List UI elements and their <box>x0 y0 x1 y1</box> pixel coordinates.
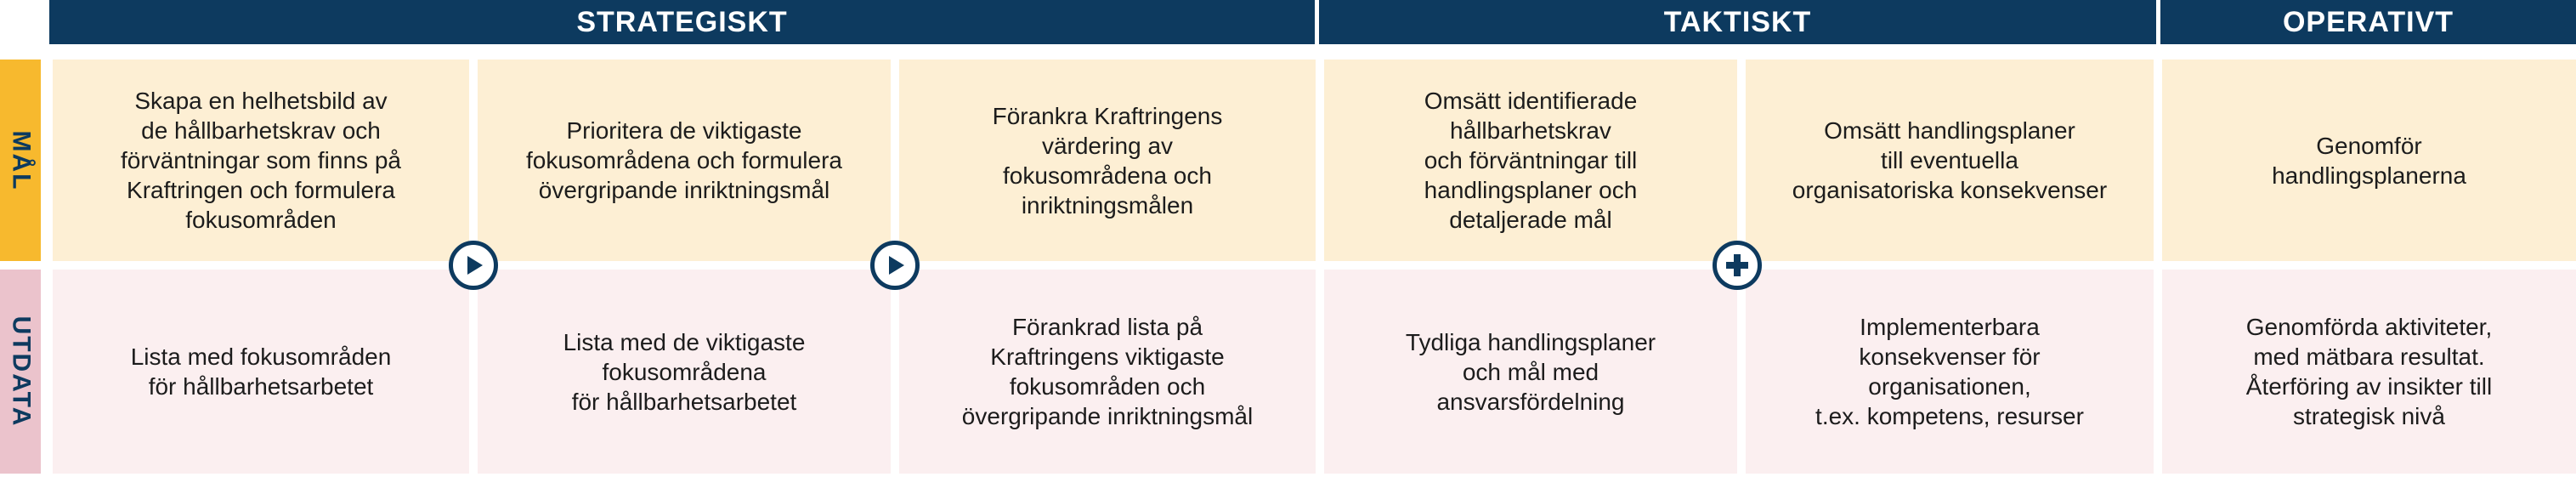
play-icon <box>882 253 908 278</box>
row-label-mal <box>0 60 41 261</box>
mal-cell-6: Genomför handlingsplanerna <box>2162 60 2576 261</box>
plus-icon <box>1724 252 1751 279</box>
connector-3 <box>1713 241 1762 290</box>
row-label-utdata <box>0 270 41 474</box>
mal-cell-4: Omsätt identifierade hållbarhetskrav och förväntningar till handlingsplaner och detaljerade mål <box>1324 60 1737 261</box>
header-strategiskt-label: STRATEGISKT <box>576 5 788 38</box>
header-operativt-label: OPERATIVT <box>2282 5 2454 38</box>
header-operativt <box>2160 0 2576 44</box>
connector-2 <box>870 241 920 290</box>
utdata-cell-4: Tydliga handlingsplaner och mål med ansvarsfördelning <box>1324 270 1737 474</box>
header-taktiskt <box>1319 0 2156 44</box>
header-taktiskt-label: TAKTISKT <box>1663 5 1812 38</box>
mal-cell-1: Skapa en helhetsbild av de hållbarhetskrav och förväntningar som finns på Kraftringen och formulera fokusområden <box>53 60 469 261</box>
mal-cell-3: Förankra Kraftringens värdering av fokusområdena och inriktningsmålen <box>899 60 1316 261</box>
mal-cell-5: Omsätt handlingsplaner till eventuella organisatoriska konsekvenser <box>1746 60 2154 261</box>
header-strategiskt <box>49 0 1315 44</box>
mal-cell-2: Prioritera de viktigaste fokusområdena och formulera övergripande inriktningsmål <box>478 60 891 261</box>
utdata-cell-1: Lista med fokusområden för hållbarhetsarbetet <box>53 270 469 474</box>
row-label-utdata-text: UTDATA <box>7 315 36 428</box>
play-icon <box>461 253 486 278</box>
utdata-cell-5: Implementerbara konsekvenser för organisationen, t.ex. kompetens, resurser <box>1746 270 2154 474</box>
row-label-mal-text: MÅL <box>7 130 36 190</box>
utdata-cell-2: Lista med de viktigaste fokusområdena för hållbarhetsarbetet <box>478 270 891 474</box>
connector-1 <box>449 241 498 290</box>
utdata-cell-3: Förankrad lista på Kraftringens viktigaste fokusområden och övergripande inriktningsmål <box>899 270 1316 474</box>
utdata-cell-6: Genomförda aktiviteter, med mätbara resultat. Återföring av insikter till strategisk nivå <box>2162 270 2576 474</box>
